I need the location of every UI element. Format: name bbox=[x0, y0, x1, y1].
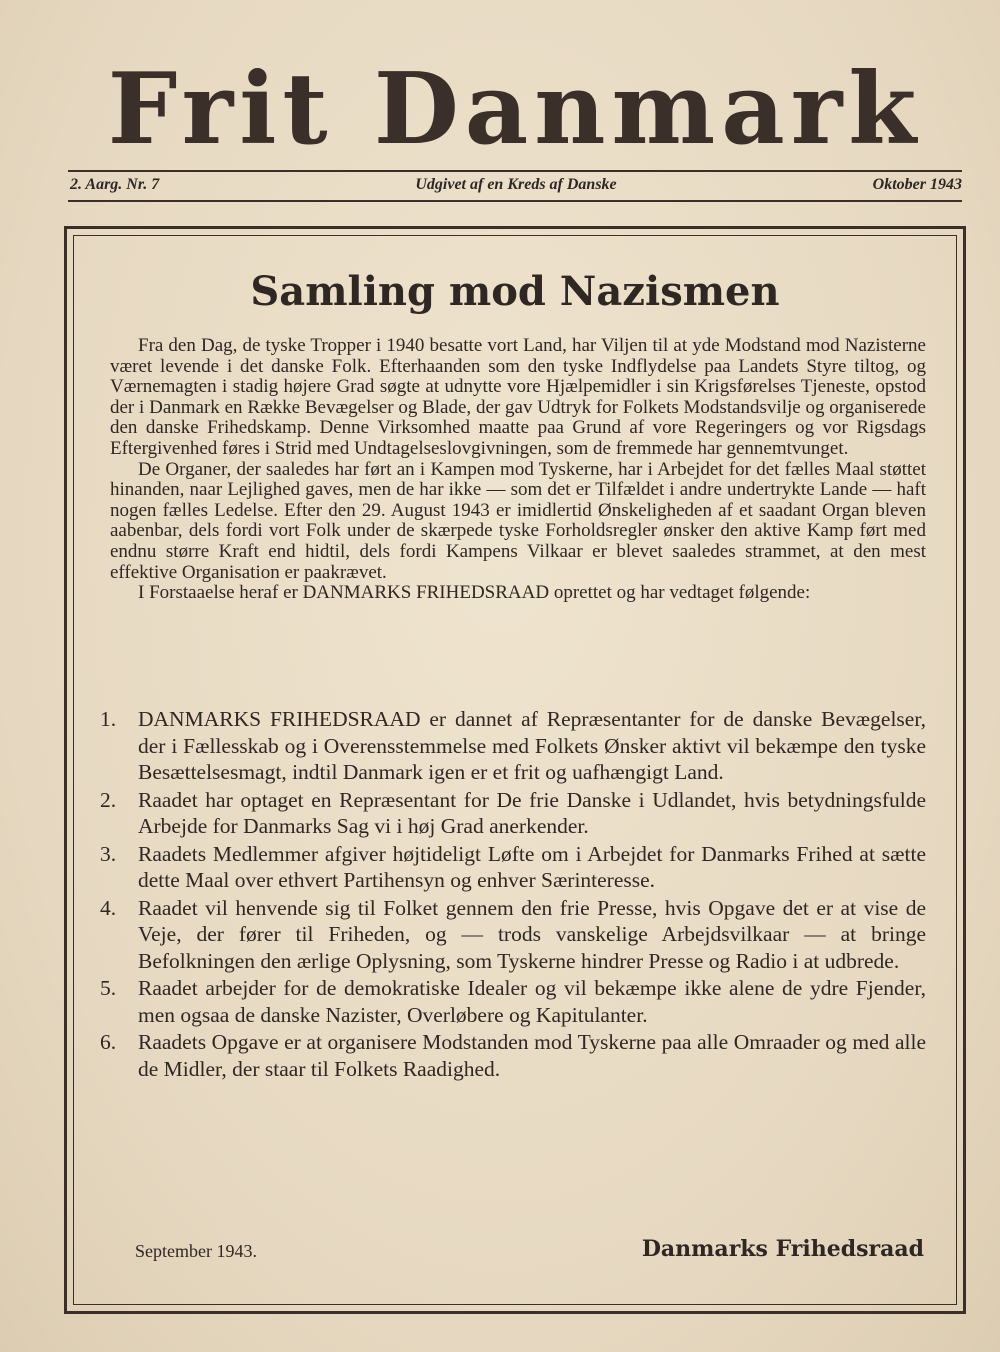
masthead-rule-top bbox=[68, 170, 962, 172]
list-item-text: Raadet vil henvende sig til Folket gennem den frie Presse, hvis Opgave det er at vise de Veje, der fører til Friheden, og — trods vanskelige Arbejdsvilkaar — at bringe Befolkningen den ærlige Oplysning, som Tyskerne hindrer Presse og Radio i at udbrede. bbox=[138, 895, 926, 973]
list-item bbox=[100, 895, 926, 975]
masthead-subline bbox=[70, 176, 962, 198]
list-item bbox=[100, 706, 926, 786]
resolution-list bbox=[100, 706, 926, 1083]
issue-number: 2. Aarg. Nr. 7 bbox=[70, 176, 160, 193]
list-item bbox=[100, 787, 926, 840]
article-headline: Samling mod Nazismen bbox=[250, 268, 780, 315]
list-item-number: 5. bbox=[100, 976, 117, 1000]
list-item-text: DANMARKS FRIHEDSRAAD er dannet af Repræsentanter for de danske Bevægelser, der i Fællesskab og i Overensstemmelse med Folkets Ønsker aktivt vil bekæmpe den tyske Besættelsesmagt, indtil Danmark igen er et frit og uafhængigt Land. bbox=[138, 707, 926, 784]
masthead-rule-bottom bbox=[68, 200, 962, 202]
issue-date: Oktober 1943 bbox=[872, 176, 962, 193]
article-paragraph: De Organer, der saaledes har ført an i Kampen mod Tyskerne, har i Arbejdet for det fælles Maal støttet hinanden, naar Lejlighed gaves, men de har ikke — som det er Tilfældet i andre undertrykte Lande — haft nogen fælles Ledelse. Efter den 29. August 1943 er imidlertid Ønskeligheden af et saadant Organ bleven aabenbar, dels fordi vort Folk under de skærpede tyske Forholdsregler ønsker den aktive Kamp ført med endnu større Kraft end hidtil, dels fordi Kampens Vilkaar er blevet saaledes strammet, at den mest effektive Organisation er paakrævet. bbox=[110, 458, 926, 583]
list-item-number: 6. bbox=[100, 1030, 117, 1054]
masthead-title: Frit Danmark bbox=[107, 52, 923, 167]
list-item-number: 2. bbox=[100, 787, 117, 812]
list-item bbox=[100, 1029, 926, 1082]
article-body bbox=[110, 336, 926, 604]
list-item-text: Raadets Opgave er at organisere Modstanden mod Tyskerne paa alle Omraader og med alle de Midler, der staar til Folkets Raadighed. bbox=[138, 1030, 926, 1081]
list-item-text: Raadet har optaget en Repræsentant for De frie Danske i Udlandet, hvis betydningsfulde Arbejde for Danmarks Sag vi i høj Grad anerkender. bbox=[138, 787, 926, 838]
list-item-number: 3. bbox=[100, 841, 117, 866]
list-item bbox=[100, 975, 926, 1028]
article-paragraph: I Forstaaelse heraf er DANMARKS FRIHEDSRAAD oprettet og har vedtaget følgende: bbox=[138, 582, 811, 604]
list-item-text: Raadet arbejder for de demokratiske Idealer og vil bekæmpe ikke alene de ydre Fjender, men ogsaa de danske Nazister, Overløbere og Kapitulanter. bbox=[138, 976, 926, 1027]
article-paragraph: Fra den Dag, de tyske Tropper i 1940 besatte vort Land, har Viljen til at yde Modstand mod Nazisterne været levende i det danske Folk. Efterhaanden som den tyske Indflydelse paa Landets Styre tiltog, og Værnemagten i stadig højere Grad søgte at udnytte vore Hjælpemidler i sin Krigsførelses Tjeneste, opstod der i Danmark en Række Bevægelser og Blade, der gav Udtryk for Folkets Modstandsvilje og organiserede den danske Frihedskamp. Denne Virksomhed maatte paa Grund af vore Regeringers og vor Rigsdags Eftergivenhed føres i Strid med Undtagelseslovgivningen, som de fremmede har gennemtvunget. bbox=[110, 335, 926, 459]
article-date: September 1943. bbox=[135, 1241, 257, 1261]
list-item-number: 4. bbox=[100, 895, 117, 920]
article-signature: Danmarks Frihedsraad bbox=[641, 1236, 924, 1262]
list-item-number: 1. bbox=[100, 707, 117, 731]
publisher-line: Udgivet af en Kreds af Danske bbox=[415, 176, 617, 193]
list-item bbox=[100, 841, 926, 894]
list-item-text: Raadets Medlemmer afgiver højtideligt Løfte om i Arbejdet for Danmarks Frihed at sætte dette Maal over ethvert Partihensyn og enhver Særinteresse. bbox=[138, 841, 926, 892]
